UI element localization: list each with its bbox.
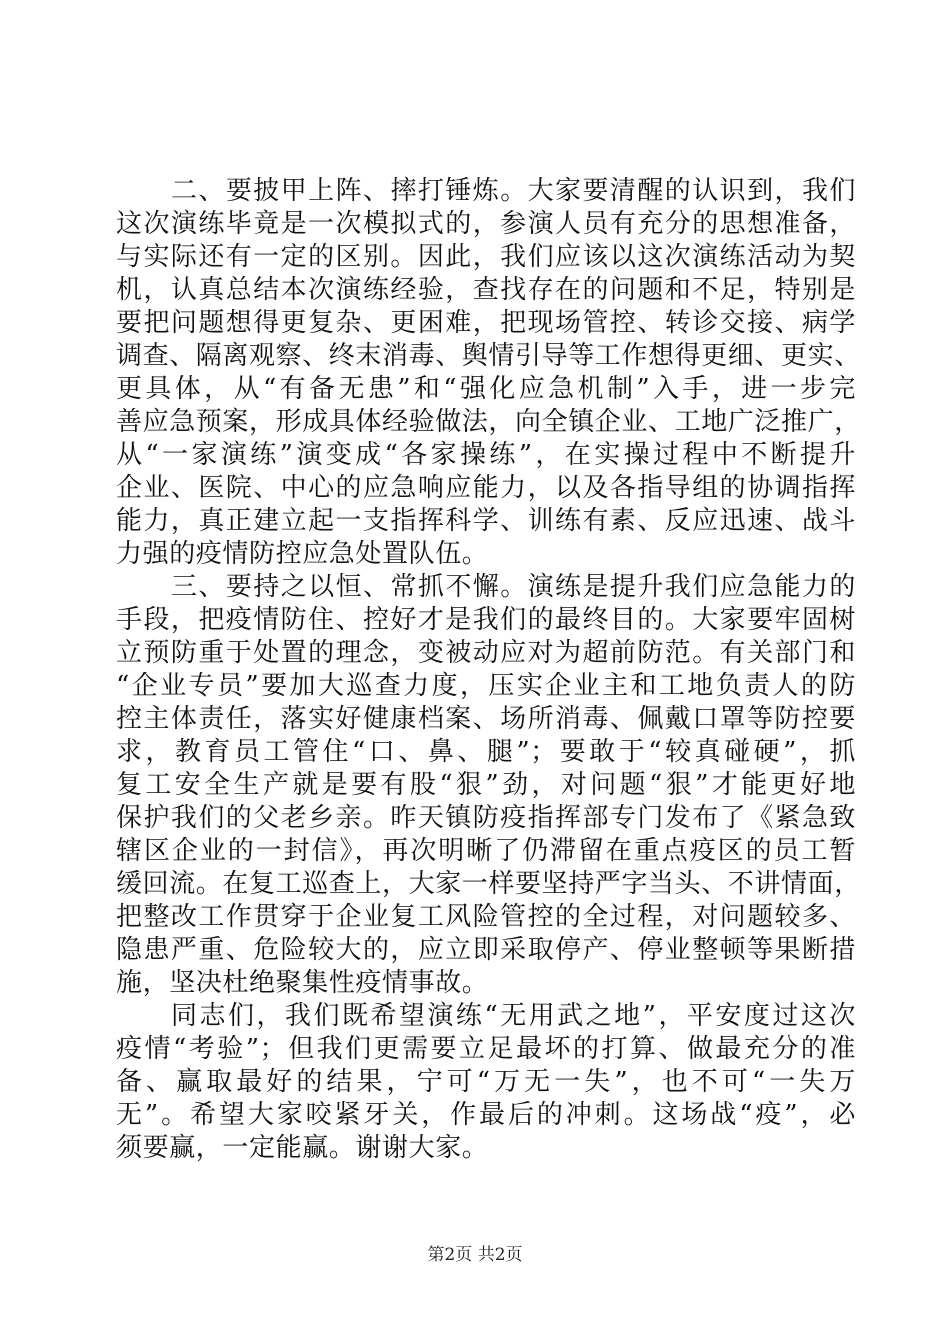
text-line: 调查、隔离观察、终末消毒、舆情引导等工作想得更细、更实、 (116, 341, 861, 371)
text-line: 能力，真正建立起一支指挥科学、训练有素、反应迅速、战斗 (116, 506, 856, 536)
paragraph-2 (116, 175, 861, 571)
text-line: 把整改工作贯穿于企业复工风险管控的全过程，对问题较多、 (116, 902, 856, 932)
text-line: 要把问题想得更复杂、更困难，把现场管控、转诊交接、病学 (116, 308, 856, 338)
text-line: 须要赢，一定能赢。谢谢大家。 (116, 1133, 489, 1163)
body-text (116, 175, 861, 1165)
text-line: 手段，把疫情防住、控好才是我们的最终目的。大家要牢固树 (116, 605, 856, 635)
text-line: 与实际还有一定的区别。因此，我们应该以这次演练活动为契 (116, 242, 856, 272)
text-line: 更具体，从“有备无患”和“强化应急机制”入手，进一步完 (116, 374, 856, 404)
text-line: 企业、医院、中心的应急响应能力，以及各指导组的协调指挥 (116, 473, 856, 503)
text-line: 备、赢取最好的结果，宁可“万无一失”，也不可“一失万 (116, 1067, 856, 1097)
paragraph-3 (116, 571, 861, 1000)
text-line: 疫情“考验”；但我们更需要立足最坏的打算、做最充分的准 (116, 1034, 856, 1064)
text-line: 求，教育员工管住“口、鼻、腿”；要敢于“较真碰硬”，抓 (116, 737, 856, 767)
text-line: 力强的疫情防控应急处置队伍。 (116, 539, 489, 569)
text-line: 辖区企业的一封信》，再次明晰了仍滞留在重点疫区的员工暂 (116, 836, 856, 866)
page-number-footer: 第2页 共2页 (427, 1245, 523, 1265)
text-line: “企业专员”要加大巡查力度，压实企业主和工地负责人的防 (116, 671, 856, 701)
text-line: 机，认真总结本次演练经验，查找存在的问题和不足，特别是 (116, 275, 856, 305)
paragraph-closing (116, 1000, 856, 1165)
text-line: 同志们，我们既希望演练“无用武之地”，平安度过这次 (171, 1001, 856, 1031)
text-line: 缓回流。在复工巡查上，大家一样要坚持严字当头、不讲情面， (116, 869, 861, 899)
text-line: 复工安全生产就是要有股“狠”劲，对问题“狠”才能更好地 (116, 770, 856, 800)
text-line: 善应急预案，形成具体经验做法，向全镇企业、工地广泛推广， (116, 407, 861, 437)
text-line: 无”。希望大家咬紧牙关，作最后的冲刺。这场战“疫”，必 (116, 1100, 856, 1130)
text-line: 施，坚决杜绝聚集性疫情事故。 (116, 968, 489, 998)
text-line: 隐患严重、危险较大的，应立即采取停产、停业整顿等果断措 (116, 935, 856, 965)
text-line: 保护我们的父老乡亲。昨天镇防疫指挥部专门发布了《紧急致 (116, 803, 856, 833)
text-line: 这次演练毕竟是一次模拟式的，参演人员有充分的思想准备， (116, 209, 856, 239)
text-line: 三、要持之以恒、常抓不懈。演练是提升我们应急能力的 (171, 572, 856, 602)
text-line: 立预防重于处置的理念，变被动应对为超前防范。有关部门和 (116, 638, 856, 668)
text-line: 从“一家演练”演变成“各家操练”，在实操过程中不断提升 (116, 440, 856, 470)
text-line: 控主体责任，落实好健康档案、场所消毒、佩戴口罩等防控要 (116, 704, 856, 734)
text-line: 二、要披甲上阵、摔打锤炼。大家要清醒的认识到，我们 (171, 176, 856, 206)
